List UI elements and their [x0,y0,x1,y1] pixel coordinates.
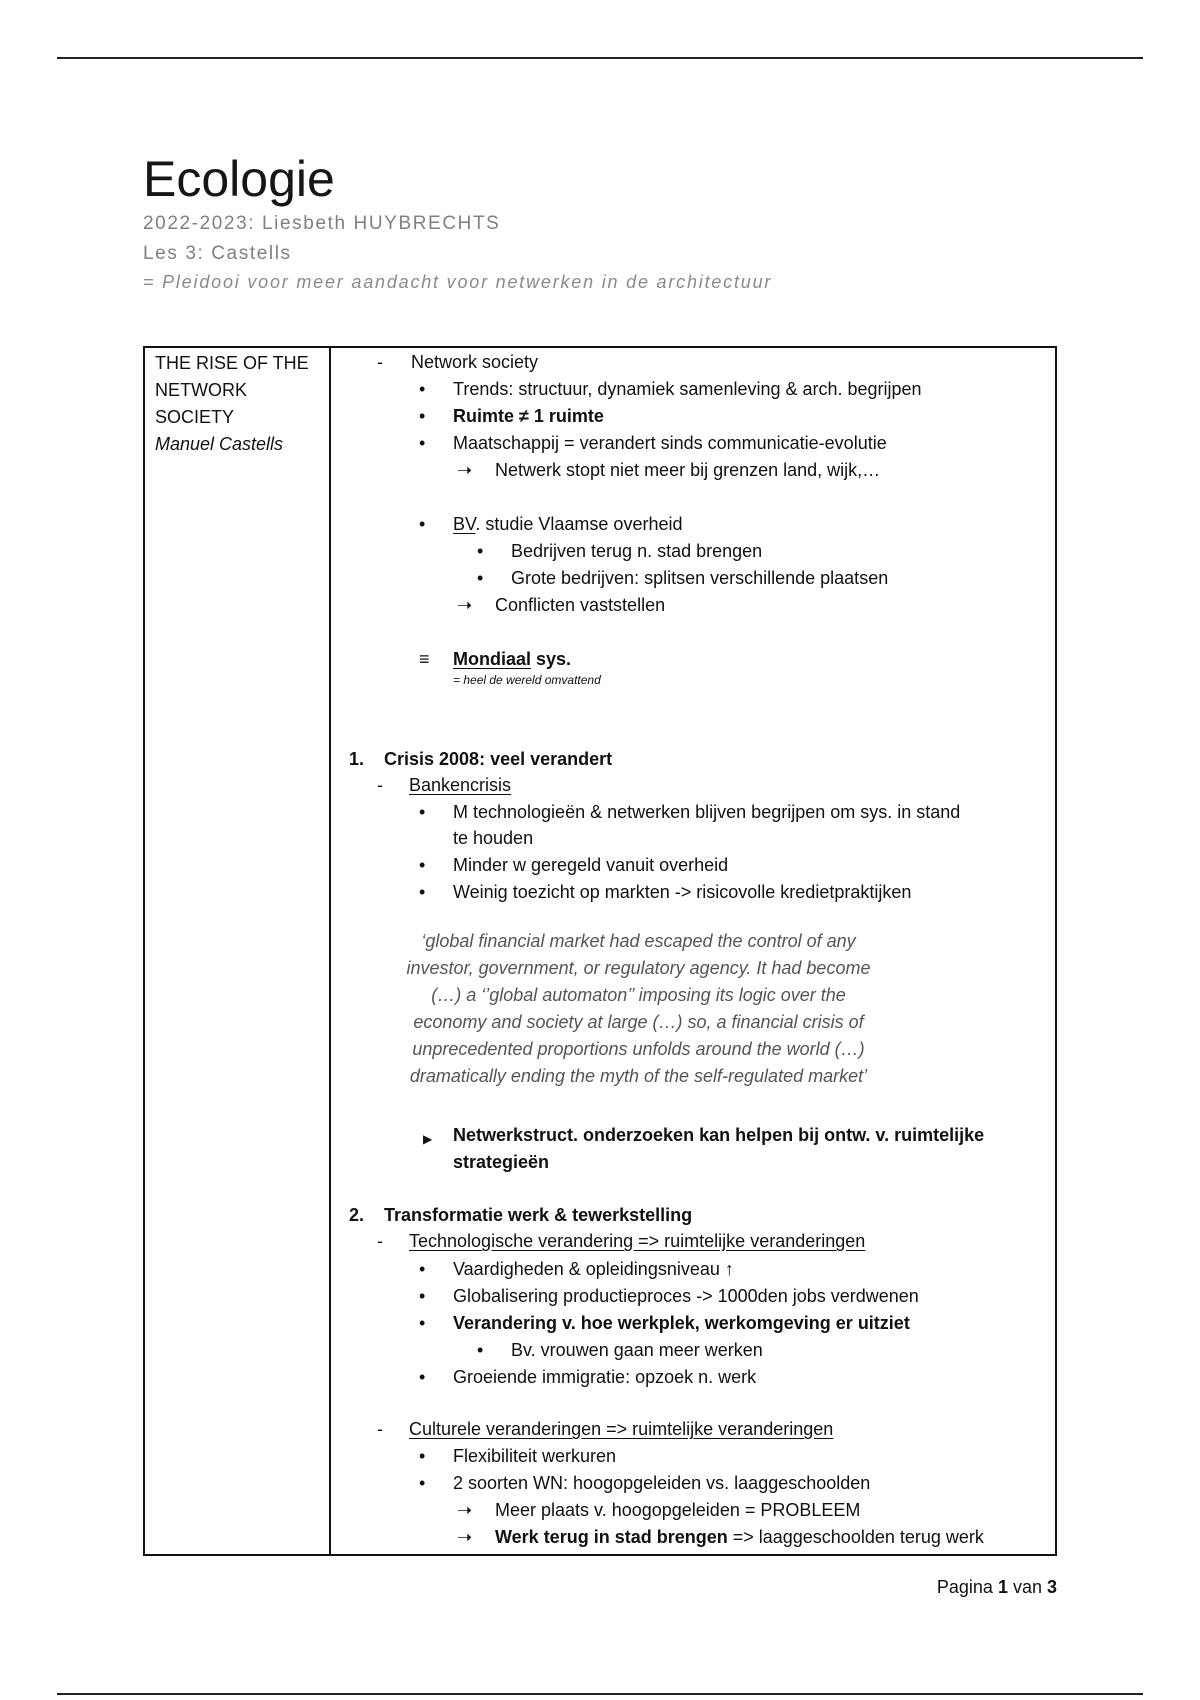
page-total: 3 [1046,1577,1057,1597]
m-tech-item-line-1: M technologieën & netwerken blijven begrijpen om sys. in stand [453,802,961,822]
quote-line: dramatically ending the myth of the self-regulated market’ [409,1066,868,1086]
weinig-item: Weinig toezicht op markten -> risicovolle kredietpraktijken [453,882,912,902]
topic-line-3: SOCIETY [155,407,235,427]
topic-column [145,348,331,1554]
page-number: 1 [997,1577,1008,1597]
bullet-marker: • [477,541,484,561]
bv-item [453,511,682,538]
culturele-heading: Culturele veranderingen => ruimtelijke veranderingen [409,1419,834,1439]
bedrijven-terug-item: Bedrijven terug n. stad brengen [511,541,763,561]
minder-item: Minder w geregeld vanuit overheid [453,855,729,875]
page-footer [937,1577,1057,1598]
dash-marker: - [377,1419,383,1439]
arrow-marker: ➝ [457,460,473,480]
flexibiliteit-item: Flexibiliteit werkuren [453,1446,617,1466]
notes-column [331,348,1055,1554]
trends-item: Trends: structuur, dynamiek samenleving & arch. begrijpen [453,379,922,399]
netwerkstruct-line-2: strategieën [453,1152,550,1172]
tagline: = Pleidooi voor meer aandacht voor netwerken in de architectuur [143,272,773,292]
topic-line-1: THE RISE OF THE [155,353,309,373]
section-1-title: Crisis 2008: veel verandert [384,749,613,769]
dash-marker: - [377,352,383,372]
grote-bedrijven-item: Grote bedrijven: splitsen verschillende plaatsen [511,568,889,588]
netwerk-stopt-item: Netwerk stopt niet meer bij grenzen land, wijk,… [495,460,881,480]
quote-line: (…) a ‘’global automaton’’ imposing its logic over the [431,985,846,1005]
verandering-werkplek-item: Verandering v. hoe werkplek, werkomgeving er uitziet [453,1313,910,1333]
bullet-marker: • [419,802,426,822]
page-title: Ecologie [143,151,335,207]
bv-rest: . studie Vlaamse overheid [475,514,683,534]
dash-marker: - [377,775,383,795]
top-rule [57,57,1143,59]
soorten-item: 2 soorten WN: hoogopgeleiden vs. laaggeschoolden [453,1473,871,1493]
netwerkstruct-line-1: Netwerkstruct. onderzoeken kan helpen bij ontw. v. ruimtelijke [453,1125,985,1145]
mondiaal-rest: sys. [531,649,572,669]
quote-line: ‘global financial market had escaped the control of any [421,931,856,951]
tech-verandering-heading: Technologische verandering => ruimtelijke veranderingen [409,1231,866,1251]
footer-pagina: Pagina [936,1577,998,1597]
bullet-marker: • [419,514,426,534]
dash-marker: - [377,1231,383,1251]
section-number: 2. [349,1205,365,1225]
equiv-marker: ≡ [419,649,430,669]
footer-van: van [1007,1577,1047,1597]
bullet-marker: • [477,568,484,588]
globalisering-item: Globalisering productieproces -> 1000den jobs verdwenen [453,1286,919,1306]
meer-plaats-item: Meer plaats v. hoogopgeleiden = PROBLEEM [495,1500,861,1520]
triangle-marker: ▶ [423,1132,433,1146]
werk-terug-item [495,1524,984,1551]
course-line: 2022-2023: Liesbeth HUYBRECHTS [143,213,501,234]
vrouwen-item: Bv. vrouwen gaan meer werken [511,1340,763,1360]
immigratie-item: Groeiende immigratie: opzoek n. werk [453,1367,757,1387]
bullet-marker: • [477,1340,484,1360]
bv-label: BV [453,514,476,534]
mondiaal-note: = heel de wereld omvattend [453,673,601,687]
mondiaal-label: Mondiaal [453,649,532,669]
bullet-marker: • [419,433,426,453]
quote-line: unprecedented proportions unfolds around the world (…) [412,1039,865,1059]
arrow-marker: ➝ [457,1500,473,1520]
bullet-marker: • [419,379,426,399]
notes-table [143,346,1057,1556]
arrow-marker: ➝ [457,595,473,615]
bullet-marker: • [419,1259,426,1279]
werk-terug-bold: Werk terug in stad brengen [495,1527,728,1547]
mondiaal-item [453,646,571,673]
werk-terug-rest: => laaggeschoolden terug werk [727,1527,984,1547]
bankencrisis-heading: Bankencrisis [409,775,512,795]
bullet-marker: • [419,1313,426,1333]
castells-quote [381,928,896,1090]
arrow-marker: ➝ [457,1527,473,1547]
bullet-marker: • [419,1286,426,1306]
section-2-title: Transformatie werk & tewerkstelling [384,1205,693,1225]
bullet-marker: • [419,1473,426,1493]
bullet-marker: • [419,855,426,875]
bottom-rule [57,1693,1143,1695]
vaardigheden-item: Vaardigheden & opleidingsniveau ↑ [453,1259,734,1279]
topic-author: Manuel Castells [155,434,284,454]
conflicten-item: Conflicten vaststellen [495,595,666,615]
section-number: 1. [349,749,365,769]
bullet-marker: • [419,882,426,902]
lesson-line: Les 3: Castells [143,243,292,264]
bullet-marker: • [419,1446,426,1466]
network-society-heading: Network society [411,352,539,372]
bullet-marker: • [419,406,426,426]
quote-line: investor, government, or regulatory agency. It had become [406,958,871,978]
maatschappij-item: Maatschappij = verandert sinds communicatie-evolutie [453,433,887,453]
m-tech-item-line-2: te houden [453,828,534,848]
ruimte-item: Ruimte ≠ 1 ruimte [453,406,604,426]
bullet-marker: • [419,1367,426,1387]
quote-line: economy and society at large (…) so, a financial crisis of [413,1012,864,1032]
topic-line-2: NETWORK [155,380,247,400]
document-header [143,150,772,296]
